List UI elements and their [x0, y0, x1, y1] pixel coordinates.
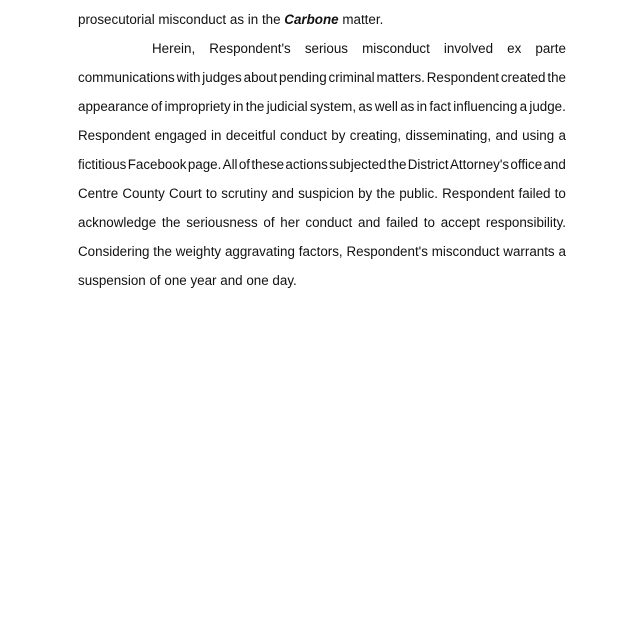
word: influencing — [453, 99, 518, 114]
word: Attorney's — [449, 157, 510, 172]
text-line — [78, 243, 566, 261]
word: involved — [443, 41, 494, 56]
word: Respondent — [442, 186, 515, 201]
word: pending — [279, 70, 327, 85]
text-line — [78, 11, 566, 29]
text-line — [78, 214, 566, 232]
word: impropriety — [164, 99, 231, 114]
word: with — [176, 70, 201, 85]
word: weighty — [175, 244, 222, 259]
word: using — [522, 128, 555, 143]
word: suspension — [78, 273, 146, 288]
word: failed — [518, 186, 551, 201]
word: Respondent's — [209, 41, 291, 56]
text-run: in — [247, 12, 259, 27]
word: Herein, — [152, 41, 196, 56]
word: Centre — [78, 186, 119, 201]
word: judicial — [266, 99, 308, 114]
word: of — [263, 215, 275, 230]
word: a — [558, 244, 566, 259]
word: day. — [272, 273, 297, 288]
text-line — [78, 69, 566, 87]
word: conduct — [305, 215, 353, 230]
word: the — [547, 70, 566, 85]
word: and — [220, 273, 243, 288]
word: communications — [78, 70, 175, 85]
word: fictitious — [78, 157, 127, 172]
word: All — [222, 157, 238, 172]
word: parte — [535, 41, 566, 56]
word: warrants — [503, 244, 555, 259]
text-line — [78, 127, 566, 145]
word: factors, — [298, 244, 343, 259]
word: and — [495, 128, 518, 143]
word: year — [190, 273, 217, 288]
word: as — [400, 99, 415, 114]
word: to — [205, 186, 218, 201]
text-run: as — [229, 12, 245, 27]
word: suspicion — [298, 186, 354, 201]
word: one — [164, 273, 187, 288]
word: appearance — [78, 99, 149, 114]
word: criminal — [328, 70, 375, 85]
word: ex — [507, 41, 522, 56]
word: Court — [168, 186, 202, 201]
word: the — [387, 157, 407, 172]
word: fact — [429, 99, 451, 114]
word: a — [519, 99, 528, 114]
text-run: prosecutorial — [78, 12, 155, 27]
word: page. — [187, 157, 222, 172]
word: seriousness — [186, 215, 258, 230]
word: office — [510, 157, 543, 172]
word: and — [358, 215, 381, 230]
word: by — [331, 128, 346, 143]
word: acknowledge — [78, 215, 157, 230]
word: created — [500, 70, 546, 85]
word: judge. — [529, 99, 566, 114]
word: to — [554, 186, 566, 201]
word: Considering — [78, 244, 150, 259]
word: scrutiny — [221, 186, 268, 201]
word: of — [151, 99, 163, 114]
word: and — [271, 186, 294, 201]
word: matters. — [376, 70, 425, 85]
word: failed — [386, 215, 419, 230]
word: system, — [309, 99, 357, 114]
text-line — [78, 272, 566, 290]
word: of — [149, 273, 161, 288]
word: serious — [304, 41, 348, 56]
word: by — [358, 186, 373, 201]
word: a — [558, 128, 566, 143]
word: the — [376, 186, 396, 201]
word: as — [358, 99, 373, 114]
word: of — [238, 157, 251, 172]
text-run: the — [261, 12, 281, 27]
word: in — [233, 99, 244, 114]
word: her — [280, 215, 300, 230]
word: conduct — [280, 128, 327, 143]
word: one — [246, 273, 269, 288]
word: misconduct — [362, 41, 430, 56]
word: the — [245, 99, 265, 114]
word: subjected — [329, 157, 387, 172]
word: the — [153, 244, 172, 259]
text-run: misconduct — [158, 12, 227, 27]
word: these — [251, 157, 285, 172]
text-run: matter. — [342, 12, 384, 27]
case-name-emphasis: Carbone — [284, 12, 339, 27]
word: judges — [202, 70, 242, 85]
word: the — [161, 215, 181, 230]
text-line — [78, 40, 566, 58]
word: responsibility. — [485, 215, 566, 230]
word: and — [543, 157, 566, 172]
word: misconduct — [431, 244, 500, 259]
word: creating, — [349, 128, 402, 143]
word: deceitful — [225, 128, 276, 143]
word: public. — [399, 186, 438, 201]
word: disseminating, — [405, 128, 492, 143]
word: Respondent — [78, 128, 151, 143]
word: engaged — [154, 128, 207, 143]
text-line — [78, 98, 566, 116]
word: District — [407, 157, 449, 172]
word: Respondent — [426, 70, 499, 85]
word: in — [211, 128, 222, 143]
word: to — [423, 215, 435, 230]
word: aggravating — [224, 244, 295, 259]
word: about — [243, 70, 278, 85]
word: actions — [285, 157, 328, 172]
word: well — [374, 99, 398, 114]
word: in — [416, 99, 428, 114]
word: accept — [440, 215, 481, 230]
text-line — [78, 185, 566, 203]
word: Facebook — [127, 157, 187, 172]
word: County — [122, 186, 165, 201]
word: Respondent's — [346, 244, 428, 259]
text-line — [78, 156, 566, 174]
